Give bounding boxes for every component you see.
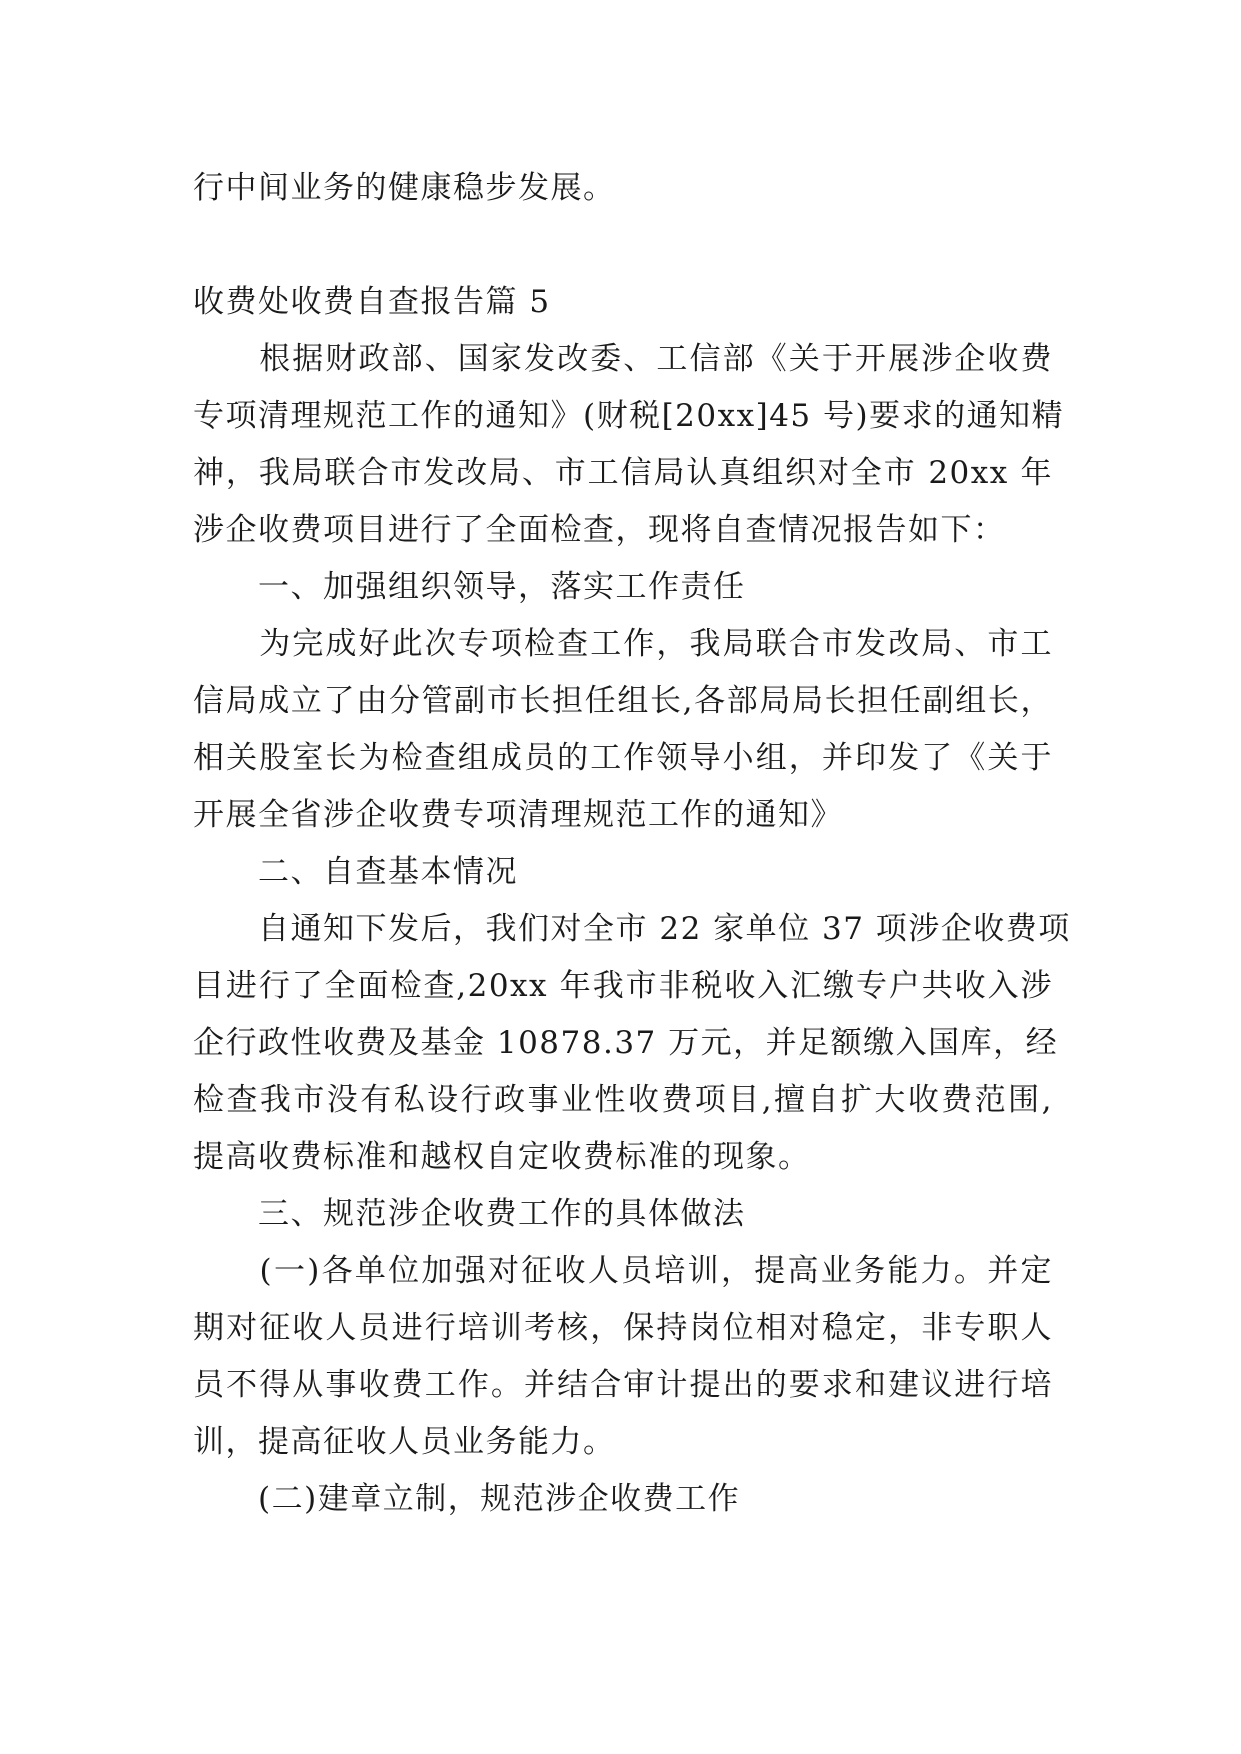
paragraph-line: 企行政性收费及基金 10878.37 万元，并足额缴入国库，经	[193, 1025, 1059, 1061]
heading-line: 一、加强组织领导，落实工作责任	[193, 569, 746, 605]
heading-line: 二、自查基本情况	[193, 854, 518, 890]
heading-line: 三、规范涉企收费工作的具体做法	[193, 1196, 746, 1232]
paragraph-line: 员不得从事收费工作。并结合审计提出的要求和建议进行培	[193, 1367, 1053, 1403]
section-title: 收费处收费自查报告篇 5	[193, 284, 551, 320]
heading-line: (二)建章立制，规范涉企收费工作	[193, 1481, 741, 1517]
paragraph-line: 提高收费标准和越权自定收费标准的现象。	[193, 1139, 811, 1175]
document-body	[193, 160, 1071, 1528]
paragraph-line: 专项清理规范工作的通知》(财税[20xx]45 号)要求的通知精	[193, 398, 1065, 434]
paragraph-line: 神，我局联合市发改局、市工信局认真组织对全市 20xx 年	[193, 455, 1053, 491]
paragraph-line: 期对征收人员进行培训考核，保持岗位相对稳定，非专职人	[193, 1310, 1053, 1346]
paragraph-line: 自通知下发后，我们对全市 22 家单位 37 项涉企收费项	[193, 911, 1071, 947]
paragraph-line: 相关股室长为检查组成员的工作领导小组，并印发了《关于	[193, 740, 1053, 776]
paragraph-line: 信局成立了由分管副市长担任组长,各部局局长担任副组长，	[193, 683, 1053, 719]
paragraph-gap	[193, 217, 1053, 274]
paragraph-line: 目进行了全面检查,20xx 年我市非税收入汇缴专户共收入涉	[193, 968, 1053, 1004]
intro-line: 行中间业务的健康稳步发展。	[193, 170, 616, 206]
paragraph-line: 检查我市没有私设行政事业性收费项目,擅自扩大收费范围,	[193, 1082, 1053, 1118]
paragraph-line: 开展全省涉企收费专项清理规范工作的通知》	[193, 797, 843, 833]
paragraph-line: 根据财政部、国家发改委、工信部《关于开展涉企收费	[193, 341, 1053, 377]
paragraph-line: (一)各单位加强对征收人员培训，提高业务能力。并定	[193, 1253, 1053, 1289]
paragraph-line: 为完成好此次专项检查工作，我局联合市发改局、市工	[193, 626, 1053, 662]
paragraph-line: 训，提高征收人员业务能力。	[193, 1424, 616, 1460]
paragraph-line: 涉企收费项目进行了全面检查，现将自查情况报告如下：	[193, 512, 1006, 548]
